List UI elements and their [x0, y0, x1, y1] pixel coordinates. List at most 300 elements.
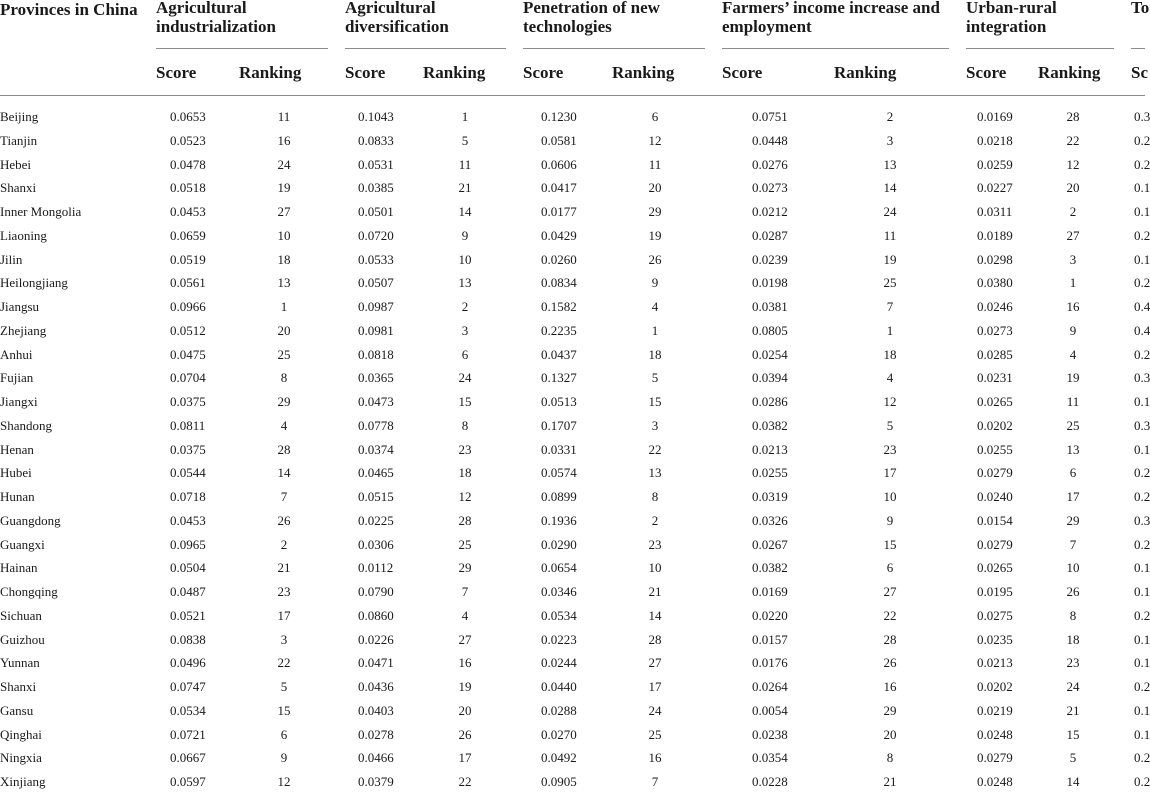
ranking-cell-5: 21	[1066, 702, 1080, 718]
subheader-ranking-3: Ranking	[612, 63, 675, 82]
score-cell-4: 0.0273	[752, 180, 788, 196]
table-row	[0, 295, 1150, 319]
province-name: Jiangxi	[0, 394, 38, 409]
score-cell-4: 0.0286	[752, 394, 788, 409]
table-row	[0, 580, 1150, 604]
score-cell-6: 0.3	[1134, 370, 1150, 386]
score-cell-5: 0.0279	[977, 465, 1013, 481]
ranking-cell-1: 20	[277, 322, 291, 338]
score-cell-1: 0.0487	[170, 584, 206, 599]
score-cell-3: 0.1230	[541, 109, 577, 124]
group-rule-4	[722, 48, 949, 49]
score-cell-4: 0.0382	[752, 417, 788, 433]
score-cell-4: 0.0254	[752, 346, 788, 362]
group-rule-2	[345, 48, 506, 49]
province-name: Beijing	[0, 109, 39, 124]
ranking-cell-2: 29	[458, 560, 472, 576]
province-name: Gansu	[0, 702, 34, 718]
ranking-cell-2: 9	[461, 227, 469, 243]
score-cell-4: 0.0220	[752, 607, 788, 623]
table-row	[0, 153, 1150, 177]
score-cell-3: 0.1936	[541, 512, 577, 528]
score-cell-5: 0.0248	[977, 726, 1013, 742]
score-cell-5: 0.0202	[977, 679, 1013, 694]
table-row	[0, 414, 1150, 438]
score-cell-2: 0.0531	[358, 156, 394, 172]
ranking-cell-5: 24	[1066, 679, 1080, 694]
score-cell-3: 0.0606	[541, 156, 577, 172]
score-cell-3: 0.0417	[541, 180, 577, 196]
table-row	[0, 105, 1150, 129]
ranking-cell-4: 1	[886, 322, 894, 338]
score-cell-4: 0.0169	[752, 584, 788, 599]
ranking-cell-5: 1	[1069, 275, 1077, 291]
ranking-cell-1: 3	[280, 631, 288, 647]
score-cell-6: 0.4	[1134, 299, 1150, 314]
ranking-cell-4: 2	[886, 109, 894, 124]
score-cell-5: 0.0255	[977, 441, 1013, 457]
score-cell-5: 0.0213	[977, 655, 1013, 671]
table-row	[0, 438, 1150, 462]
ranking-cell-5: 6	[1069, 465, 1077, 481]
ranking-cell-5: 16	[1066, 299, 1080, 314]
ranking-cell-5: 17	[1066, 489, 1080, 504]
score-cell-5: 0.0246	[977, 299, 1013, 314]
ranking-cell-4: 21	[883, 774, 897, 789]
province-name: Shanxi	[0, 679, 37, 694]
ranking-cell-3: 21	[648, 584, 662, 599]
table-row	[0, 746, 1150, 770]
table-row	[0, 390, 1150, 414]
ranking-cell-1: 2	[280, 536, 288, 552]
score-cell-4: 0.0238	[752, 726, 788, 742]
score-cell-4: 0.0276	[752, 156, 788, 172]
ranking-cell-2: 22	[458, 774, 472, 789]
subheader-score-5: Score	[966, 63, 1007, 82]
ranking-cell-1: 26	[277, 512, 291, 528]
score-cell-3: 0.0834	[541, 275, 577, 291]
score-cell-2: 0.0501	[358, 204, 394, 219]
score-cell-4: 0.0354	[752, 750, 788, 766]
ranking-cell-3: 29	[648, 204, 662, 219]
score-cell-6: 0.2	[1134, 774, 1150, 789]
ranking-cell-2: 25	[458, 536, 472, 552]
ranking-cell-2: 17	[458, 750, 472, 766]
ranking-cell-3: 10	[648, 560, 662, 576]
ranking-cell-2: 3	[461, 322, 469, 338]
score-cell-6: 0.2	[1134, 275, 1150, 291]
ranking-cell-3: 5	[651, 370, 659, 386]
subheader-ranking-5: Ranking	[1038, 63, 1101, 82]
ranking-cell-5: 15	[1066, 726, 1080, 742]
table-row	[0, 628, 1150, 652]
ranking-cell-1: 11	[277, 109, 291, 124]
table-row	[0, 604, 1150, 628]
province-name: Chongqing	[0, 584, 58, 599]
ranking-cell-4: 14	[883, 180, 897, 196]
ranking-cell-3: 28	[648, 631, 662, 647]
score-cell-2: 0.0374	[358, 441, 394, 457]
group-rule-1	[156, 48, 328, 49]
ranking-cell-5: 2	[1069, 204, 1077, 219]
score-cell-5: 0.0227	[977, 180, 1013, 196]
ranking-cell-1: 19	[277, 180, 291, 196]
subheader-score-6: Sc	[1131, 63, 1148, 82]
score-cell-3: 0.0581	[541, 132, 577, 148]
ranking-cell-3: 17	[648, 679, 662, 694]
province-name: Shanxi	[0, 180, 37, 196]
ranking-cell-4: 20	[883, 726, 897, 742]
score-cell-1: 0.0704	[170, 370, 206, 386]
score-cell-6: 0.1	[1134, 631, 1150, 647]
score-cell-6: 0.1	[1134, 180, 1150, 196]
score-cell-6: 0.2	[1134, 750, 1150, 766]
score-cell-2: 0.0981	[358, 322, 394, 338]
table-row	[0, 723, 1150, 747]
province-name: Henan	[0, 441, 34, 457]
score-cell-1: 0.0512	[170, 322, 206, 338]
ranking-cell-5: 18	[1066, 631, 1080, 647]
header-group-4-line1: Farmers’ income increase and	[722, 0, 940, 17]
score-cell-2: 0.0860	[358, 607, 394, 623]
score-cell-1: 0.0523	[170, 132, 206, 148]
ranking-cell-5: 5	[1069, 750, 1077, 766]
ranking-cell-5: 25	[1066, 417, 1080, 433]
ranking-cell-5: 7	[1069, 536, 1077, 552]
score-cell-3: 0.0244	[541, 655, 577, 671]
ranking-cell-4: 15	[883, 536, 897, 552]
score-cell-3: 0.0223	[541, 631, 577, 647]
ranking-cell-2: 8	[461, 417, 469, 433]
ranking-cell-3: 1	[651, 322, 659, 338]
score-cell-6: 0.2	[1134, 679, 1150, 694]
ranking-cell-5: 26	[1066, 584, 1080, 599]
score-cell-1: 0.0453	[170, 204, 206, 219]
province-name: Shandong	[0, 417, 52, 433]
score-cell-1: 0.0453	[170, 512, 206, 528]
ranking-cell-1: 5	[280, 679, 288, 694]
score-cell-4: 0.0805	[752, 322, 788, 338]
ranking-cell-5: 20	[1066, 180, 1080, 196]
ranking-cell-2: 11	[458, 156, 472, 172]
header-bottom-rule	[0, 95, 1145, 96]
score-cell-1: 0.0667	[170, 750, 206, 766]
score-cell-4: 0.0394	[752, 370, 788, 386]
score-cell-5: 0.0380	[977, 275, 1013, 291]
score-cell-2: 0.0226	[358, 631, 394, 647]
score-cell-2: 0.0403	[358, 702, 394, 718]
score-cell-5: 0.0279	[977, 536, 1013, 552]
subheader-score-1: Score	[156, 63, 197, 82]
ranking-cell-5: 4	[1069, 346, 1077, 362]
score-cell-5: 0.0265	[977, 560, 1013, 576]
score-cell-1: 0.0544	[170, 465, 206, 481]
ranking-cell-1: 25	[277, 346, 291, 362]
score-cell-3: 0.0574	[541, 465, 577, 481]
score-cell-1: 0.0965	[170, 536, 206, 552]
province-name: Ningxia	[0, 750, 42, 766]
header-group-2-line1: Agricultural	[345, 0, 436, 17]
table-row	[0, 461, 1150, 485]
score-cell-2: 0.0720	[358, 227, 394, 243]
score-cell-2: 0.0225	[358, 512, 394, 528]
score-cell-6: 0.1	[1134, 702, 1150, 718]
score-cell-4: 0.0751	[752, 109, 788, 124]
ranking-cell-2: 7	[461, 584, 469, 599]
score-cell-2: 0.0790	[358, 584, 394, 599]
ranking-cell-5: 12	[1066, 156, 1080, 172]
ranking-cell-3: 9	[651, 275, 659, 291]
score-cell-6: 0.2	[1134, 227, 1150, 243]
ranking-cell-2: 24	[458, 370, 472, 386]
ranking-cell-5: 9	[1069, 322, 1077, 338]
score-cell-1: 0.0718	[170, 489, 206, 504]
ranking-cell-5: 8	[1069, 607, 1077, 623]
subheader-ranking-4: Ranking	[834, 63, 897, 82]
ranking-cell-1: 8	[280, 370, 288, 386]
table-row	[0, 366, 1150, 390]
score-cell-4: 0.0176	[752, 655, 788, 671]
ranking-cell-2: 1	[461, 109, 469, 124]
score-cell-4: 0.0228	[752, 774, 788, 789]
table-row	[0, 224, 1150, 248]
ranking-cell-2: 14	[458, 204, 472, 219]
ranking-cell-2: 2	[461, 299, 469, 314]
ranking-cell-3: 19	[648, 227, 662, 243]
province-name: Inner Mongolia	[0, 204, 82, 219]
ranking-cell-3: 18	[648, 346, 662, 362]
ranking-cell-1: 21	[277, 560, 291, 576]
score-cell-5: 0.0235	[977, 631, 1013, 647]
score-cell-4: 0.0212	[752, 204, 788, 219]
ranking-cell-2: 16	[458, 655, 472, 671]
table-row	[0, 556, 1150, 580]
score-cell-5: 0.0259	[977, 156, 1013, 172]
table-row	[0, 485, 1150, 509]
ranking-cell-4: 8	[886, 750, 894, 766]
score-cell-2: 0.0379	[358, 774, 394, 789]
ranking-cell-4: 5	[886, 417, 894, 433]
province-name: Anhui	[0, 346, 33, 362]
score-cell-2: 0.0465	[358, 465, 394, 481]
ranking-cell-5: 14	[1066, 774, 1080, 789]
score-cell-6: 0.1	[1134, 584, 1150, 599]
score-cell-3: 0.2235	[541, 322, 577, 338]
score-cell-6: 0.1	[1134, 441, 1150, 457]
score-cell-3: 0.0492	[541, 750, 577, 766]
province-name: Jiangsu	[0, 299, 39, 314]
score-cell-5: 0.0202	[977, 417, 1013, 433]
province-name: Hunan	[0, 489, 35, 504]
header-group-6-line1: To	[1131, 0, 1150, 17]
score-cell-6: 0.1	[1134, 251, 1150, 267]
ranking-cell-1: 28	[277, 441, 291, 457]
score-cell-2: 0.0507	[358, 275, 394, 291]
ranking-cell-5: 29	[1066, 512, 1080, 528]
table-row	[0, 176, 1150, 200]
score-cell-4: 0.0381	[752, 299, 788, 314]
province-name: Tianjin	[0, 132, 38, 148]
ranking-cell-5: 28	[1066, 109, 1080, 124]
score-cell-3: 0.1327	[541, 370, 577, 386]
score-cell-4: 0.0287	[752, 227, 788, 243]
score-cell-1: 0.0597	[170, 774, 206, 789]
ranking-cell-2: 28	[458, 512, 472, 528]
score-cell-5: 0.0231	[977, 370, 1013, 386]
table-row	[0, 129, 1150, 153]
ranking-cell-2: 4	[461, 607, 469, 623]
subheader-score-2: Score	[345, 63, 386, 82]
ranking-cell-5: 11	[1066, 394, 1080, 409]
province-name: Hubei	[0, 465, 32, 481]
score-cell-5: 0.0154	[977, 512, 1013, 528]
ranking-cell-1: 17	[277, 607, 291, 623]
score-cell-4: 0.0382	[752, 560, 788, 576]
ranking-cell-2: 10	[458, 251, 472, 267]
subheader-ranking-1: Ranking	[239, 63, 302, 82]
ranking-cell-1: 18	[277, 251, 291, 267]
score-cell-6: 0.3	[1134, 417, 1150, 433]
score-cell-2: 0.0533	[358, 251, 394, 267]
score-cell-6: 0.2	[1134, 346, 1150, 362]
ranking-cell-3: 15	[648, 394, 662, 409]
score-cell-3: 0.0905	[541, 774, 577, 789]
ranking-cell-1: 6	[280, 726, 288, 742]
ranking-cell-2: 27	[458, 631, 472, 647]
score-cell-2: 0.0818	[358, 346, 394, 362]
ranking-cell-3: 24	[648, 702, 662, 718]
score-cell-5: 0.0195	[977, 584, 1013, 599]
score-cell-5: 0.0279	[977, 750, 1013, 766]
ranking-cell-1: 16	[277, 132, 291, 148]
ranking-cell-2: 6	[461, 346, 469, 362]
ranking-cell-3: 25	[648, 726, 662, 742]
score-cell-5: 0.0311	[977, 204, 1013, 219]
score-cell-1: 0.0518	[170, 180, 206, 196]
score-cell-6: 0.1	[1134, 394, 1150, 409]
table-row	[0, 651, 1150, 675]
score-cell-3: 0.0437	[541, 346, 577, 362]
province-name: Hainan	[0, 560, 38, 576]
table-row	[0, 699, 1150, 723]
ranking-cell-4: 11	[883, 227, 897, 243]
ranking-cell-1: 4	[280, 417, 288, 433]
province-name: Heilongjiang	[0, 275, 68, 291]
score-cell-4: 0.0264	[752, 679, 788, 694]
ranking-cell-4: 27	[883, 584, 897, 599]
ranking-cell-5: 10	[1066, 560, 1080, 576]
score-cell-4: 0.0239	[752, 251, 788, 267]
ranking-cell-1: 15	[277, 702, 291, 718]
score-cell-2: 0.0778	[358, 417, 394, 433]
header-group-2-line2: diversification	[345, 17, 449, 36]
ranking-cell-1: 12	[277, 774, 291, 789]
ranking-cell-4: 10	[883, 489, 897, 504]
ranking-cell-4: 17	[883, 465, 897, 481]
table-row	[0, 343, 1150, 367]
score-cell-1: 0.0375	[170, 441, 206, 457]
ranking-cell-1: 23	[277, 584, 291, 599]
score-cell-1: 0.0966	[170, 299, 206, 314]
score-cell-5: 0.0285	[977, 346, 1013, 362]
ranking-cell-3: 2	[651, 512, 659, 528]
score-cell-5: 0.0248	[977, 774, 1013, 789]
score-cell-1: 0.0838	[170, 631, 206, 647]
ranking-cell-4: 19	[883, 251, 897, 267]
score-cell-3: 0.0331	[541, 441, 577, 457]
score-cell-6: 0.3	[1134, 109, 1150, 124]
ranking-cell-2: 20	[458, 702, 472, 718]
province-name: Guangxi	[0, 536, 45, 552]
table-row	[0, 319, 1150, 343]
ranking-cell-1: 13	[277, 275, 291, 291]
ranking-cell-3: 23	[648, 536, 662, 552]
ranking-cell-1: 14	[277, 465, 291, 481]
score-cell-6: 0.2	[1134, 156, 1150, 172]
score-cell-3: 0.0260	[541, 251, 577, 267]
ranking-cell-2: 12	[458, 489, 472, 504]
province-name: Fujian	[0, 370, 34, 386]
ranking-cell-2: 5	[461, 132, 469, 148]
score-cell-4: 0.0319	[752, 489, 788, 504]
score-cell-1: 0.0478	[170, 156, 206, 172]
score-cell-4: 0.0054	[752, 702, 788, 718]
score-cell-3: 0.0177	[541, 204, 577, 219]
score-cell-5: 0.0298	[977, 251, 1013, 267]
ranking-cell-4: 3	[886, 132, 894, 148]
score-cell-1: 0.0375	[170, 394, 206, 409]
province-name: Zhejiang	[0, 322, 47, 338]
score-cell-1: 0.0534	[170, 702, 206, 718]
score-cell-6: 0.2	[1134, 132, 1150, 148]
score-cell-5: 0.0219	[977, 702, 1013, 718]
table-row	[0, 271, 1150, 295]
score-cell-2: 0.0466	[358, 750, 394, 766]
ranking-cell-3: 7	[651, 774, 659, 789]
score-cell-5: 0.0275	[977, 607, 1013, 623]
header-group-3-line1: Penetration of new	[523, 0, 660, 17]
score-cell-2: 0.0278	[358, 726, 394, 742]
score-cell-6: 0.3	[1134, 512, 1150, 528]
header-group-1-line2: industrialization	[156, 17, 276, 36]
ranking-cell-4: 22	[883, 607, 897, 623]
ranking-cell-5: 27	[1066, 227, 1080, 243]
score-cell-1: 0.0747	[170, 679, 206, 694]
score-cell-3: 0.0270	[541, 726, 577, 742]
score-cell-4: 0.0267	[752, 536, 788, 552]
score-cell-3: 0.0440	[541, 679, 577, 694]
score-cell-5: 0.0265	[977, 394, 1013, 409]
table-row	[0, 200, 1150, 224]
ranking-cell-4: 29	[883, 702, 897, 718]
score-cell-5: 0.0218	[977, 132, 1013, 148]
ranking-cell-1: 22	[277, 655, 291, 671]
score-cell-1: 0.0496	[170, 655, 206, 671]
score-cell-1: 0.0561	[170, 275, 206, 291]
ranking-cell-3: 8	[651, 489, 659, 504]
score-cell-2: 0.0385	[358, 180, 394, 196]
table-row	[0, 675, 1150, 699]
ranking-cell-5: 23	[1066, 655, 1080, 671]
ranking-cell-4: 6	[886, 560, 894, 576]
score-cell-1: 0.0519	[170, 251, 206, 267]
ranking-cell-3: 16	[648, 750, 662, 766]
score-cell-2: 0.0473	[358, 394, 394, 409]
score-cell-4: 0.0255	[752, 465, 788, 481]
table-row	[0, 533, 1150, 557]
subheader-score-3: Score	[523, 63, 564, 82]
ranking-cell-4: 13	[883, 156, 897, 172]
